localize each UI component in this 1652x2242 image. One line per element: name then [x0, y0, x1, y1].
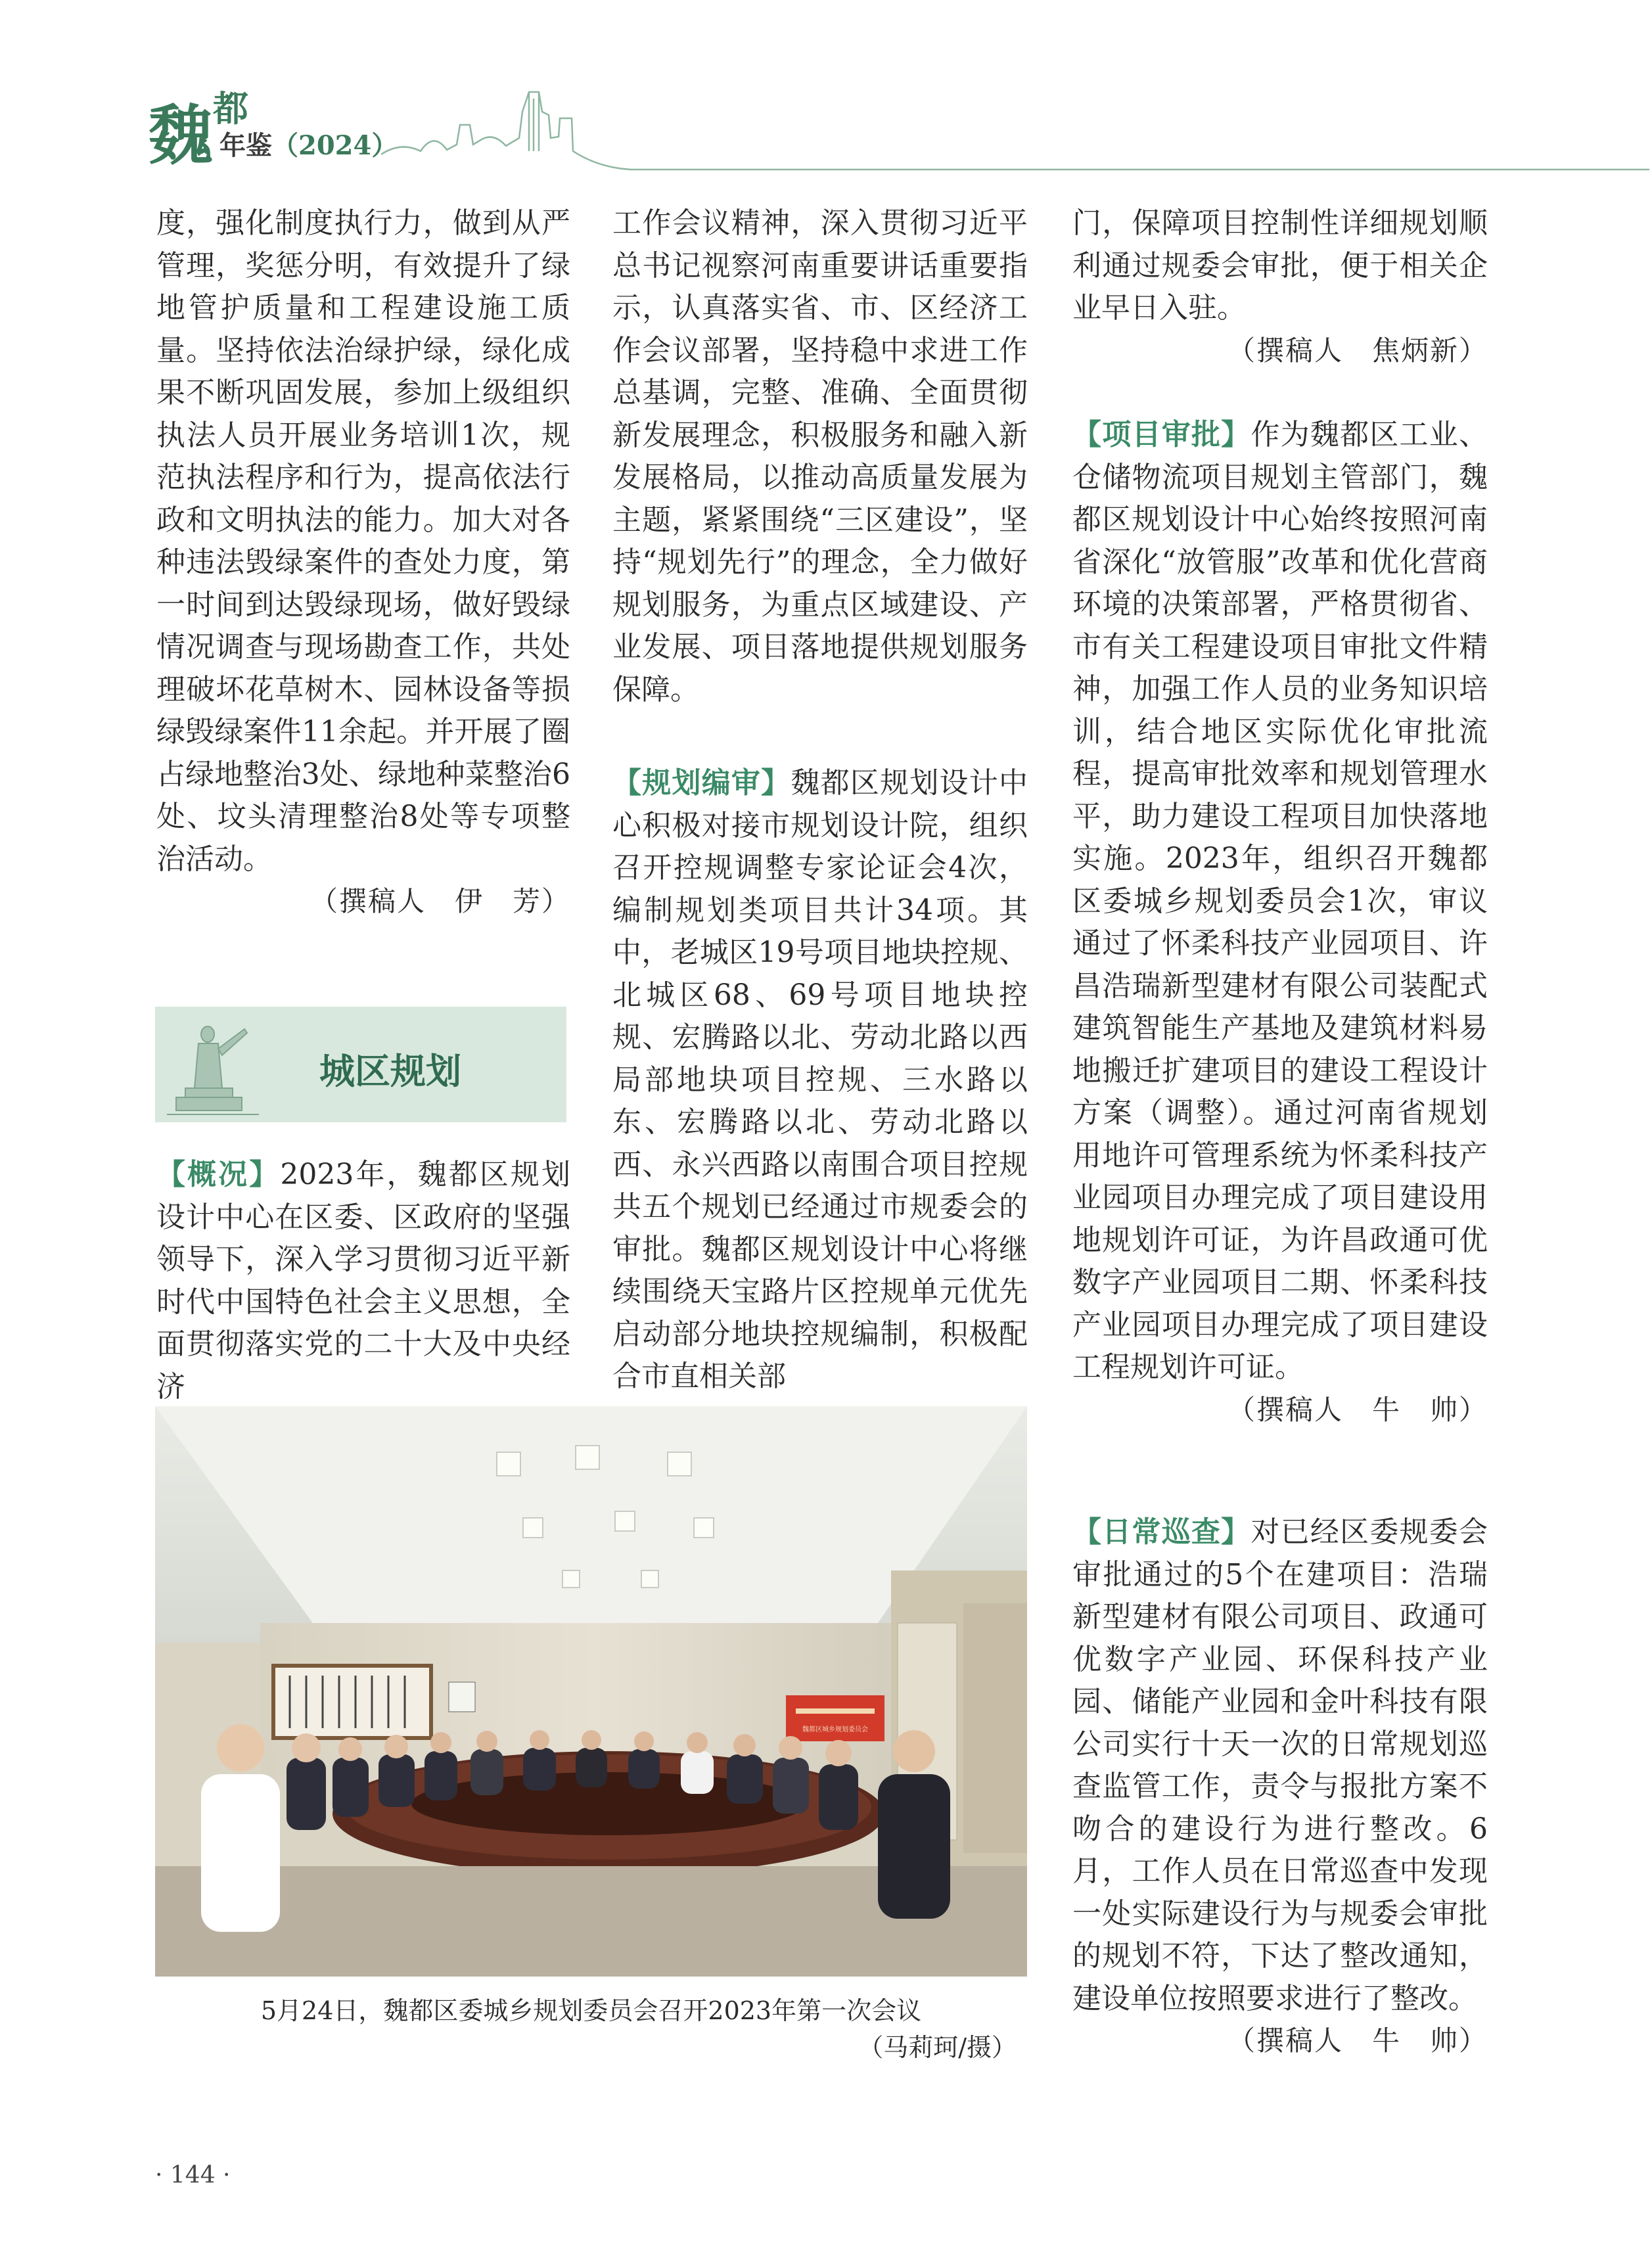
photo-caption — [155, 1992, 1027, 2066]
author-credit: （撰稿人 伊 芳） — [310, 885, 570, 917]
logo-year-number: （2024） — [272, 130, 398, 161]
paragraph-greening-enforcement: 度，强化制度执行力，做到从严管理，奖惩分明，有效提升了绿地管护质量和工程建设施工质量。坚持依法治绿护绿，绿化成果不断巩固发展，参加上级组织执法人员开展业务培训1次，规范执法程序和行为，提高依法行政和文明执法的能力。加大对各种违法毁绿案件的查处力度，第一时间到达毁绿现场，做好毁绿情况调查与现场勘查工作，共处理破坏花草树木、园林设备等损绿毁绿案件11余起。并开展了圈占绿地整治3处、绿地种菜整治6处、坟头清理整治8处等专项整治活动。 — [156, 206, 570, 876]
author-credit: （撰稿人 焦炳新） — [1227, 334, 1488, 367]
overview-text: 2023年，魏都区规划设计中心在区委、区政府的坚强领导下，深入学习贯彻习近平新时代中国特色社会主义思想，全面贯彻落实党的二十大及中央经济 — [156, 1158, 570, 1404]
author-credit: （撰稿人 牛 帅） — [1227, 1393, 1488, 1426]
column-3-patrol — [1072, 1511, 1488, 2063]
column-1-lower — [156, 1154, 570, 1408]
author-credit: （撰稿人 牛 帅） — [1227, 2025, 1488, 2057]
project-approval-text: 作为魏都区工业、仓储物流项目规划主管部门，魏都区规划设计中心始终按照河南省深化“放管服”改革和优化营商环境的决策部署，严格贯彻省、市有关工程建设项目审批文件精神，加强工作人员的业务知识培训，结合地区实际优化审批流程，提高审批效率和规划管理水平，助力建设工程项目加快落地实施。2023年，组织召开魏都区委城乡规划委员会1次，审议通过了怀柔科技产业园项目、许昌浩瑞新型建材有限公司装配式建筑智能生产基地及建筑材料易地搬迁扩建项目的建设工程设计方案（调整）。通过河南省规划用地许可管理系统为怀柔科技产业园项目办理完成了项目建设用地规划许可证，为许昌政通可优数字产业园项目二期、怀柔科技产业园项目办理完成了项目建设工程规划许可证。 — [1072, 418, 1488, 1384]
tag-plan-review: 【规划编审】 — [612, 766, 791, 800]
column-3 — [1072, 202, 1488, 372]
photo-credit: （马莉珂/摄） — [858, 2033, 1017, 2062]
yearbook-logo — [149, 78, 398, 176]
logo-char-du: 都 — [213, 87, 248, 129]
column-1 — [156, 202, 570, 923]
skyline-header-line — [381, 85, 1649, 177]
paragraph-project-approval — [1072, 414, 1488, 1389]
page-number: · 144 · — [155, 2162, 231, 2189]
logo-char-wei: 魏 — [149, 98, 214, 173]
svg-text:魏都区城乡规划委员会: 魏都区城乡规划委员会 — [802, 1726, 868, 1733]
column-2 — [612, 202, 1028, 711]
paragraph-continued: 门，保障项目控制性详细规划顺利通过规委会审批，便于相关企业早日入驻。 — [1072, 206, 1488, 325]
paragraph-daily-patrol — [1072, 1511, 1488, 2020]
column-3-approval — [1072, 414, 1488, 1431]
meeting-room-illustration — [155, 1406, 1027, 1977]
logo-year: 年鉴（2024） — [219, 130, 398, 161]
paragraph-plan-review — [612, 762, 1028, 1398]
paragraph-work-conference: 工作会议精神，深入贯彻习近平总书记视察河南重要讲话重要指示，认真落实省、市、区经济工作会议部署，坚持稳中求进工作总基调，完整、准确、全面贯彻新发展理念，积极服务和融入新发展格局，以推动高质量发展为主题，紧紧围绕“三区建设”，坚持“规划先行”的理念，全力做好规划服务，为重点区域建设、产业发展、项目落地提供规划服务保障。 — [612, 206, 1028, 706]
column-2-lower — [612, 762, 1028, 1398]
statue-icon — [167, 1016, 259, 1121]
tag-daily-patrol: 【日常巡查】 — [1072, 1515, 1251, 1549]
tag-overview: 【概况】 — [156, 1158, 281, 1191]
section-title: 城区规划 — [319, 1051, 461, 1092]
daily-patrol-text: 对已经区委规委会审批通过的5个在建项目：浩瑞新型建材有限公司项目、政通可优数字产业园、环保科技产业园、储能产业园和金叶科技有限公司实行十天一次的日常规划巡查监管工作，责令与报批方案不吻合的建设行为进行整改。6月，工作人员在日常巡查中发现一处实际建设行为与规委会审批的规划不符，下达了整改通知，建设单位按照要求进行了整改。 — [1072, 1515, 1488, 2015]
plan-review-text: 魏都区规划设计中心积极对接市规划设计院，组织召开控规调整专家论证会4次，编制规划类项目共计34项。其中，老城区19号项目地块控规、北城区68、69号项目地块控规、宏腾路以北、劳动北路以西局部地块项目控规、三水路以东、宏腾路以北、劳动北路以西、永兴西路以南围合项目控规共五个规划已经通过市规委会的审批。魏都区规划设计中心将继续围绕天宝路片区控规单元优先启动部分地块控规编制，积极配合市直相关部 — [612, 766, 1028, 1393]
meeting-photo — [155, 1406, 1027, 1977]
section-header-urban-planning — [155, 1007, 566, 1122]
tag-project-approval: 【项目审批】 — [1072, 418, 1251, 451]
paragraph-overview — [156, 1154, 570, 1408]
banner-text — [802, 1725, 868, 1733]
caption-text: 5月24日，魏都区委城乡规划委员会召开2023年第一次会议 — [260, 1996, 922, 2025]
